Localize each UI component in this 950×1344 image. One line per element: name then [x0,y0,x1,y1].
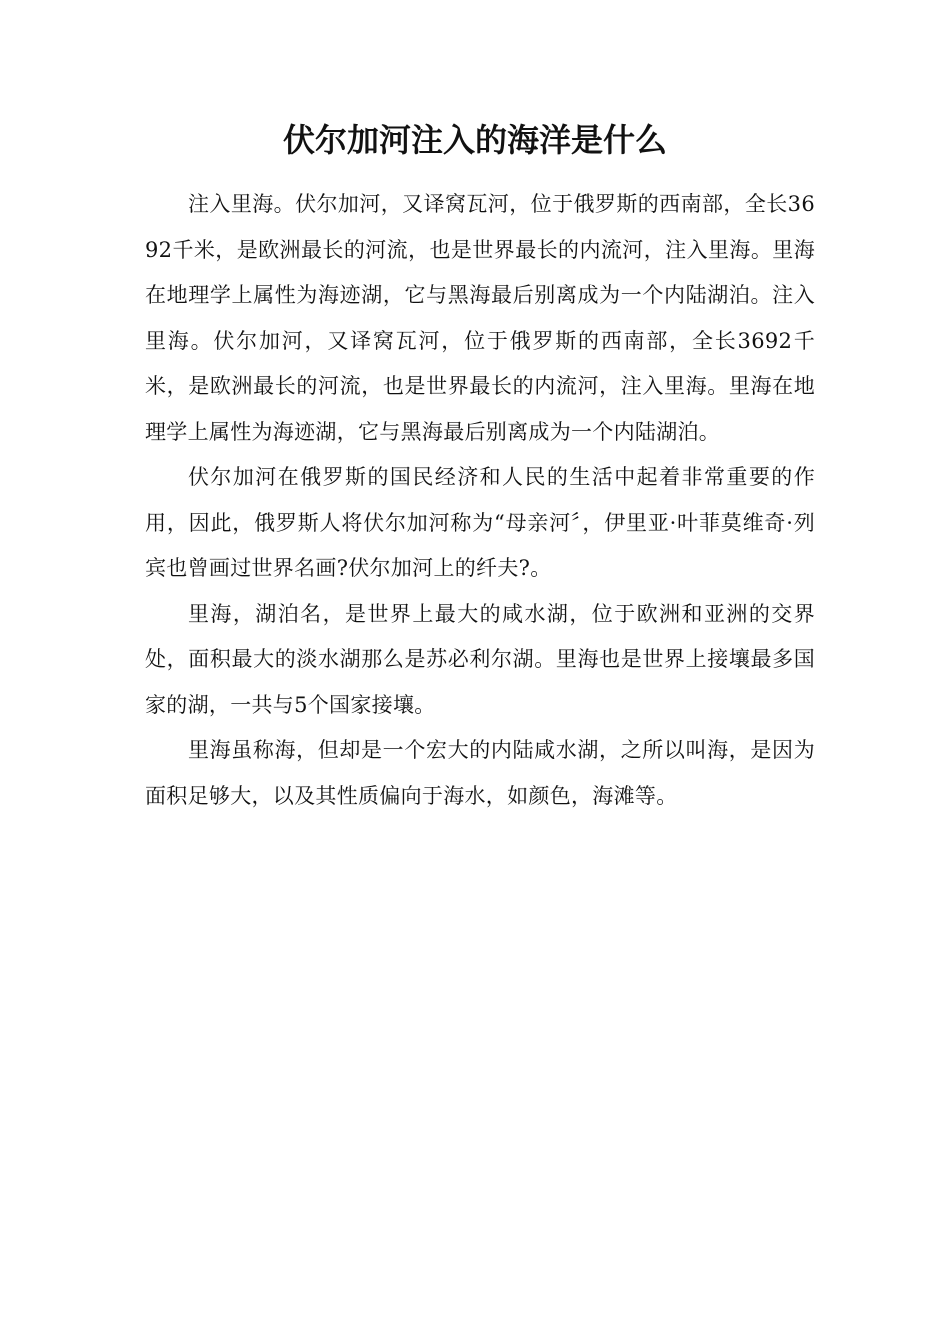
document-body [145,182,815,819]
paragraph-3: 里海，湖泊名，是世界上最大的咸水湖，位于欧洲和亚洲的交界处，面积最大的淡水湖那么是苏必利尔湖。里海也是世界上接壤最多国家的湖，一共与5个国家接壤。 [145,601,815,717]
paragraph-4: 里海虽称海，但却是一个宏大的内陆咸水湖，之所以叫海，是因为面积足够大，以及其性质偏向于海水，如颜色，海滩等。 [145,738,815,808]
document-title: 伏尔加河注入的海洋是什么 [282,121,667,159]
paragraph-1: 注入里海。伏尔加河，又译窝瓦河，位于俄罗斯的西南部，全长3692千米，是欧洲最长的河流，也是世界最长的内流河，注入里海。里海在地理学上属性为海迹湖，它与黑海最后别离成为一个内陆湖泊。注入里海。伏尔加河，又译窝瓦河，位于俄罗斯的西南部，全长3692千米，是欧洲最长的河流，也是世界最长的内流河，注入里海。里海在地理学上属性为海迹湖，它与黑海最后别离成为一个内陆湖泊。 [145,192,815,444]
paragraph-2: 伏尔加河在俄罗斯的国民经济和人民的生活中起着非常重要的作用，因此，俄罗斯人将伏尔加河称为“母亲河〞，伊里亚·叶菲莫维奇·列宾也曾画过世界名画?伏尔加河上的纤夫?。 [145,465,815,580]
